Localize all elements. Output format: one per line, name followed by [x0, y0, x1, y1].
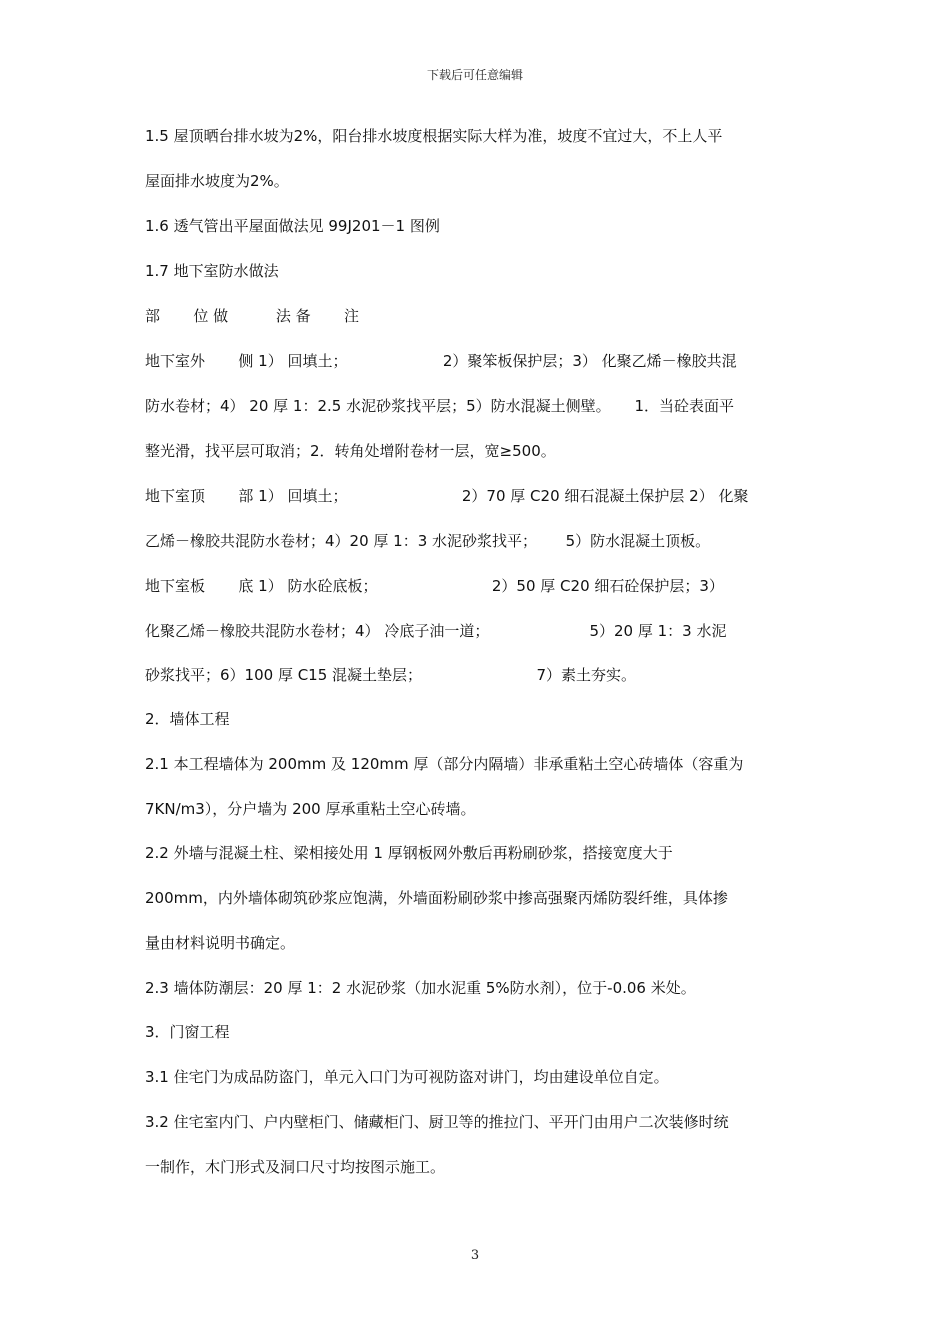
text-line: 砂浆找平；6）100 厚 C15 混凝土垫层； 7）素土夯实。 [145, 666, 637, 684]
text-line: 整光滑，找平层可取消；2．转角处增附卷材一层，宽≥500。 [145, 442, 556, 460]
page-number: 3 [470, 1248, 480, 1263]
text-line: 化聚乙烯－橡胶共混防水卷材；4） 冷底子油一道； 5）20 厚 1：3 水泥 [145, 622, 727, 640]
text-line: 屋面排水坡度为2%。 [145, 172, 289, 190]
text-line: 地下室外 侧 1） 回填土； 2）聚笨板保护层；3） 化聚乙烯－橡胶共混 [145, 352, 737, 370]
text-line: 一制作，木门形式及洞口尺寸均按图示施工。 [145, 1158, 446, 1176]
text-line: 部 位 做 法 备 注 [145, 307, 359, 325]
text-line: 地下室顶 部 1） 回填土； 2）70 厚 C20 细石混凝土保护层 2） 化聚 [145, 487, 749, 505]
text-line: 量由材料说明书确定。 [145, 934, 296, 952]
text-line: 防水卷材；4） 20 厚 1：2.5 水泥砂浆找平层；5）防水混凝土侧壁。 1．当砼表面平 [145, 397, 735, 415]
text-line: 2.2 外墙与混凝土柱、梁相接处用 1 厚钢板网外敷后再粉刷砂浆，搭接宽度大于 [145, 844, 673, 862]
text-line: 1.5 屋顶晒台排水坡为2%，阳台排水坡度根据实际大样为准，坡度不宜过大，不上人平 [145, 127, 723, 145]
text-line: 1.6 透气管出平屋面做法见 99J201－1 图例 [145, 217, 440, 235]
text-line: 2.1 本工程墙体为 200mm 及 120mm 厚（部分内隔墙）非承重粘土空心砖墙体（容重为 [145, 755, 744, 773]
text-line: 200mm，内外墙体砌筑砂浆应饱满，外墙面粉刷砂浆中掺高强聚丙烯防裂纤维，具体掺 [145, 889, 728, 907]
text-line: 1.7 地下室防水做法 [145, 262, 279, 280]
text-line: 乙烯－橡胶共混防水卷材；4）20 厚 1：3 水泥砂浆找平； 5）防水混凝土顶板。 [145, 532, 711, 550]
text-line: 3.2 住宅室内门、户内壁柜门、储藏柜门、厨卫等的推拉门、平开门由用户二次装修时统 [145, 1113, 729, 1131]
section-heading: 3．门窗工程 [145, 1023, 230, 1041]
page-header: 下载后可任意编辑 [426, 68, 523, 82]
text-line: 地下室板 底 1） 防水砼底板； 2）50 厚 C20 细石砼保护层；3） [145, 577, 724, 595]
text-line: 2.3 墙体防潮层：20 厚 1：2 水泥砂浆（加水泥重 5%防水剂），位于-0.06 米处。 [145, 979, 696, 997]
text-line: 3.1 住宅门为成品防盗门，单元入口门为可视防盗对讲门，均由建设单位自定。 [145, 1068, 669, 1086]
text-line: 7KN/m3），分户墙为 200 厚承重粘土空心砖墙。 [145, 800, 476, 818]
section-heading: 2．墙体工程 [145, 710, 230, 728]
